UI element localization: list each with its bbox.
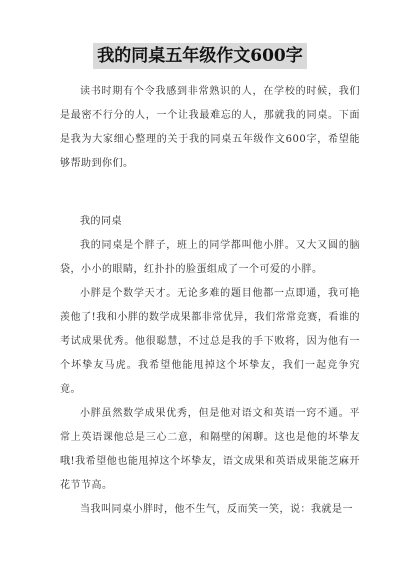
intro-paragraph: 读书时期有个令我感到非常熟识的人，在学校的时候，我们是最密不行分的人，一个让我最难忘的人，那就我的同桌。下面是我为大家细心整理的关于我的同桌五年级作文600字，希望能够帮助到你们。 bbox=[60, 86, 360, 169]
title-container bbox=[0, 43, 400, 69]
essay-paragraph-4: 当我叫同桌小胖时，他不生气，反而笑一笑，说：我就是一 bbox=[80, 504, 353, 515]
essay-heading: 我的同桌 bbox=[80, 216, 122, 227]
essay-paragraph-3: 小胖虽然数学成果优秀，但是他对语文和英语一窍不通。平常上英语课他总是三心二意，和隔壁的闲聊。这也是他的坏挚友哦!我希望他也能甩掉这个坏挚友，语文成果和英语成果能芝麻开花节节高。 bbox=[60, 408, 360, 491]
page-title: 我的同桌五年级作文600字 bbox=[93, 43, 307, 69]
essay-paragraph-2: 小胖是个数学天才。无论多难的题目他都一点即通，我可艳羡他了!我和小胖的数学成果都非常优异，我们常常竞赛，看谁的考试成果优秀。他很聪慧，不过总是我的手下败将，因为他有一个坏挚友马虎。我希望他能甩掉这个坏挚友，我们一起竞争究竟。 bbox=[60, 288, 360, 395]
intro-block bbox=[60, 80, 360, 176]
essay-block bbox=[60, 210, 360, 522]
essay-paragraph-1: 我的同桌是个胖子，班上的同学都叫他小胖。又大又圆的脑袋，小小的眼睛，红扑扑的脸蛋组成了一个可爱的小胖。 bbox=[60, 240, 360, 275]
